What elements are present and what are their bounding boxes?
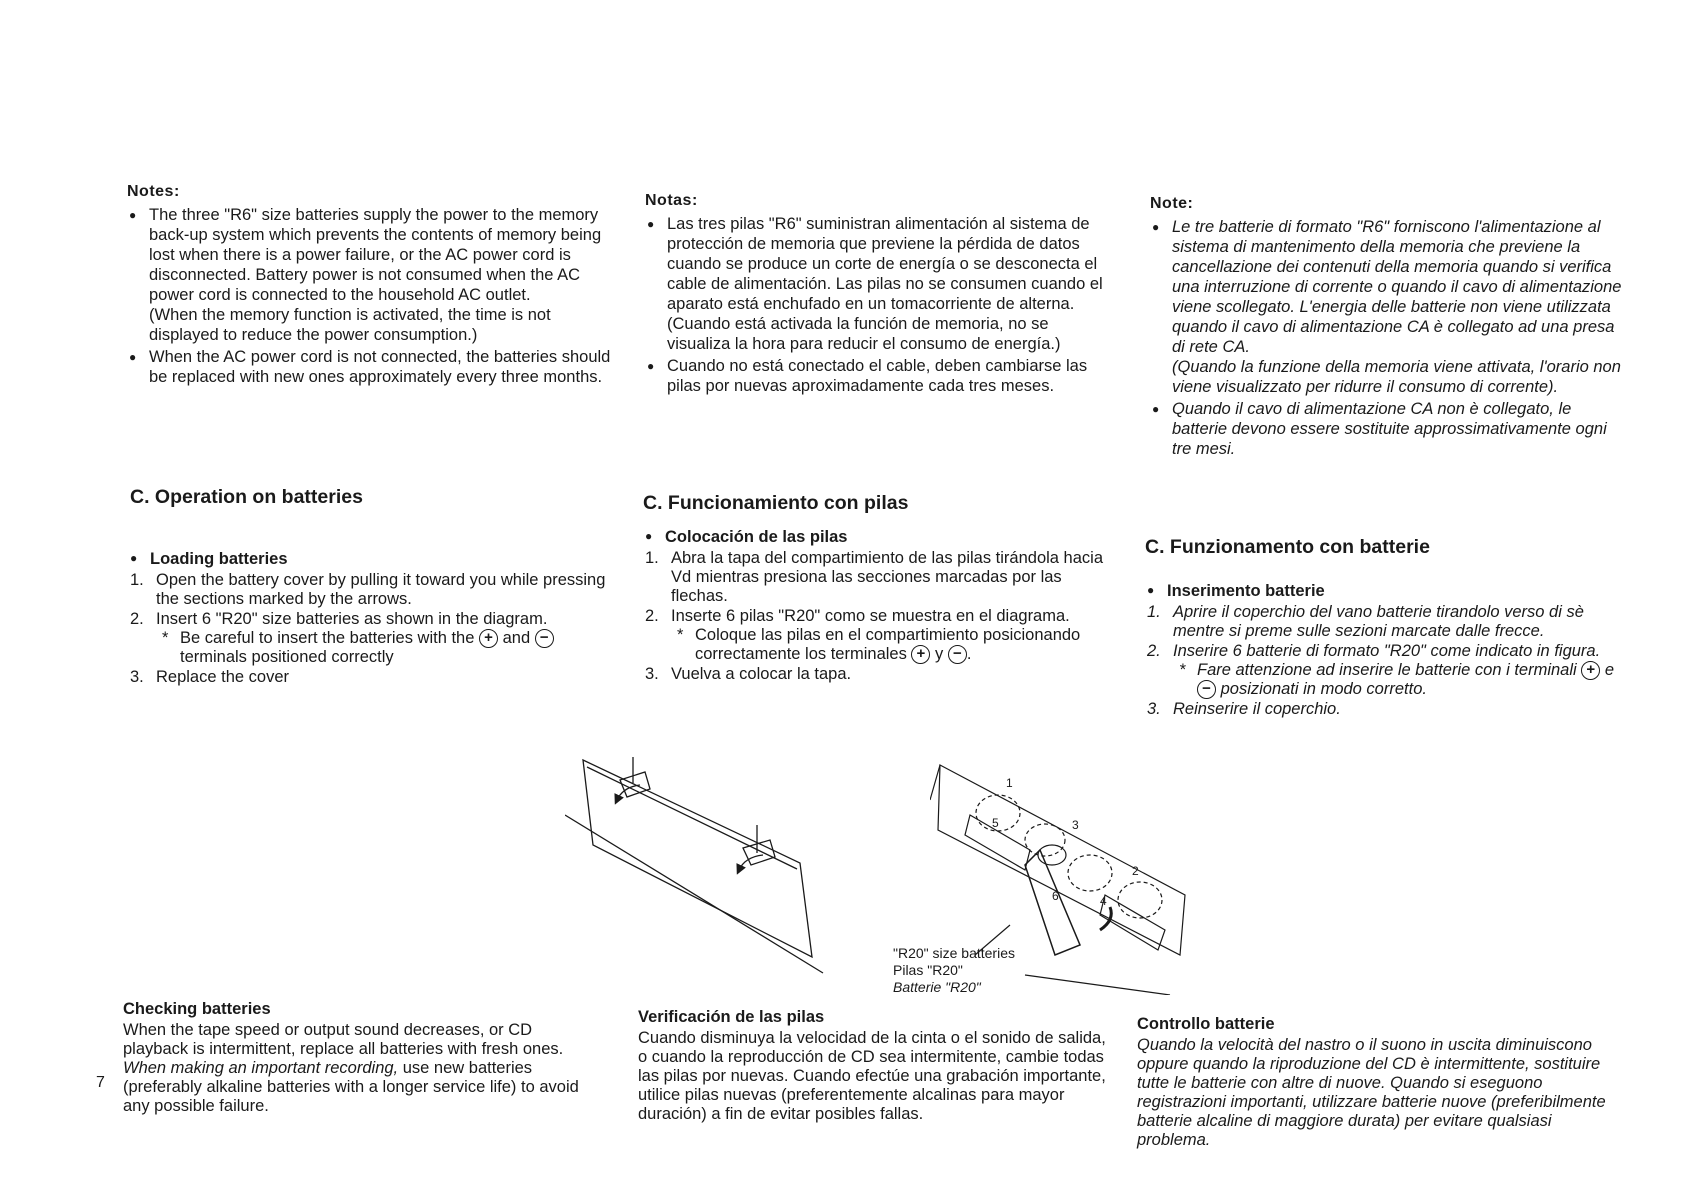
plus-terminal-icon: +	[479, 629, 498, 648]
note-item: ● The three "R6" size batteries supply the power to the memory back-up system which prevents the contents of memory being lost when there is a power failure, or the AC power cord is disconnected. Battery power is not consumed when the AC power cord is connected to the household AC outlet. (When the memory function is activated, the time is not displayed to reduce the power consumption.)	[127, 205, 614, 345]
polarity-note-en: * Be careful to insert the batteries with the + and − terminals positioned correctly	[156, 629, 614, 667]
spanish-section	[643, 492, 1107, 515]
battery-label: 6	[1052, 889, 1059, 903]
minus-terminal-icon: −	[1197, 680, 1216, 699]
notes-title-en: Notes:	[127, 183, 180, 200]
italian-checking	[1137, 1015, 1610, 1150]
battery-label: 3	[1072, 818, 1079, 832]
steps-it	[1145, 603, 1625, 719]
check-title-it: Controllo batterie	[1137, 1015, 1275, 1033]
notes-title-es: Notas:	[645, 192, 698, 209]
section-title-en: C. Operation on batteries	[130, 486, 363, 508]
battery-label: 2	[1132, 864, 1139, 878]
english-section	[130, 486, 614, 509]
step-item: 2. Inserire 6 batterie di formato "R20" come indicato in figura. * Fare attenzione ad inserire le batterie con i terminali + e − posizionati in modo corretto.	[1145, 642, 1625, 699]
notes-title-it: Note:	[1150, 195, 1194, 212]
step-item: 1. Abra la tapa del compartimiento de las pilas tirándola hacia Vd mientras presiona las secciones marcadas por las flechas.	[645, 549, 1103, 605]
battery-cover-diagram	[565, 745, 825, 985]
notes-list-es	[645, 214, 1107, 396]
english-loading	[128, 550, 614, 688]
check-body-en: When the tape speed or output sound decreases, or CD playback is intermittent, replace all batteries with fresh ones. When making an important recording, use new batteries (preferably alkaline batteries with a longer service life) to avoid any possible failure.	[123, 1021, 579, 1115]
polarity-note-es: * Coloque las pilas en el compartimiento posicionando correctamente los terminales + y − .	[677, 626, 1081, 663]
step-item: 1. Open the battery cover by pulling it toward you while pressing the sections marked by the arrows.	[130, 571, 606, 608]
battery-label: 1	[1006, 776, 1013, 790]
battery-label: 4	[1100, 894, 1107, 908]
notes-list-it	[1150, 217, 1628, 459]
spanish-loading	[643, 528, 1110, 685]
steps-en	[128, 571, 614, 687]
note-item: ● Las tres pilas "R6" suministran alimentación al sistema de protección de memoria que previene la pérdida de datos cuando se produce un corte de energía o se desconecta el cable de alimentación. Las pilas no se consumen cuando el aparato está enchufado en un tomacorriente de alterna. (Cuando está activada la función de memoria, no se visualiza la hora para reducir el consumo de energía.)	[645, 214, 1107, 354]
plus-terminal-icon: +	[1581, 661, 1600, 680]
polarity-note-it: * Fare attenzione ad inserire le batterie con i terminali + e − posizionati in modo corretto.	[1179, 661, 1615, 699]
loading-title-es: ● Colocación de las pilas	[643, 528, 1110, 547]
italian-loading	[1145, 582, 1625, 720]
check-title-es: Verificación de las pilas	[638, 1008, 825, 1026]
english-column	[127, 183, 614, 389]
italian-column	[1150, 195, 1628, 461]
check-body-it: Quando la velocità del nastro o il suono in uscita diminuiscono oppure quando la riproduzione del CD è intermittente, sostituire tutte le batterie con altre di nuove. Quando si eseguono registrazioni importanti, utilizzare batterie nuove (preferibilmente batterie alcaline di maggiore durata) per evitare qualsiasi problema.	[1137, 1036, 1606, 1149]
minus-terminal-icon: −	[535, 629, 554, 648]
section-title-es: C. Funcionamiento con pilas	[643, 492, 909, 514]
steps-es	[643, 549, 1110, 684]
spanish-checking	[638, 1008, 1110, 1124]
loading-title-en: ● Loading batteries	[128, 550, 614, 569]
step-item: 3. Vuelva a colocar la tapa.	[645, 665, 852, 684]
note-item: ● When the AC power cord is not connected, the batteries should be replaced with new ones approximately every three months.	[127, 347, 614, 387]
diagram-caption: "R20" size batteries Pilas "R20" Batterie "R20"	[893, 945, 1015, 995]
step-item: 2. Inserte 6 pilas "R20" como se muestra en el diagrama. * Coloque las pilas en el compartimiento posicionando correctamente los terminales + y − .	[643, 607, 1110, 664]
section-title-it: C. Funzionamento con batterie	[1145, 536, 1430, 558]
page-number: 7	[96, 1074, 105, 1091]
step-item: 3. Reinserire il coperchio.	[1147, 700, 1341, 719]
italian-section	[1145, 536, 1625, 559]
loading-title-it: ● Inserimento batterie	[1145, 582, 1625, 601]
minus-terminal-icon: −	[948, 645, 967, 664]
step-item: 2. Insert 6 "R20" size batteries as shown in the diagram. * Be careful to insert the batteries with the + and − terminals positioned correctly	[128, 610, 614, 667]
step-item: 3. Replace the cover	[130, 668, 289, 687]
plus-terminal-icon: +	[911, 645, 930, 664]
notes-list-en	[127, 205, 614, 387]
english-checking	[123, 1000, 593, 1116]
note-item: ● Le tre batterie di formato "R6" forniscono l'alimentazione al sistema di mantenimento della memoria che previene la cancellazione dei contenuti della memoria quando si verifica una interruzione di corrente o quando il cavo di alimentazione viene scollegato. L'energia delle batterie non viene utilizzata quando il cavo di alimentazione CA è collegato ad una presa di rete CA. (Quando la funzione della memoria viene attivata, l'orario non viene visualizzato per ridurre il consumo di corrente).	[1150, 217, 1628, 397]
battery-label: 5	[992, 816, 999, 830]
note-item: ● Quando il cavo di alimentazione CA non è collegato, le batterie devono essere sostituite approssimativamente ogni tre mesi.	[1150, 399, 1628, 459]
check-body-es: Cuando disminuya la velocidad de la cinta o el sonido de salida, o cuando la reproducción de CD sea intermitente, cambie todas las pilas por nuevas. Cuando efectúe una grabación importante, utilice pilas nuevas (preferentemente alcalinas para mayor duración) a fin de evitar posibles fallas.	[638, 1029, 1106, 1123]
note-item: ● Cuando no está conectado el cable, deben cambiarse las pilas por nuevas aproximadamente cada tres meses.	[645, 356, 1107, 396]
check-title-en: Checking batteries	[123, 1000, 271, 1018]
step-item: 1. Aprire il coperchio del vano batterie tirandolo verso di sè mentre si preme sulle sezioni marcate dalle frecce.	[1147, 603, 1584, 640]
spanish-column	[645, 192, 1107, 398]
